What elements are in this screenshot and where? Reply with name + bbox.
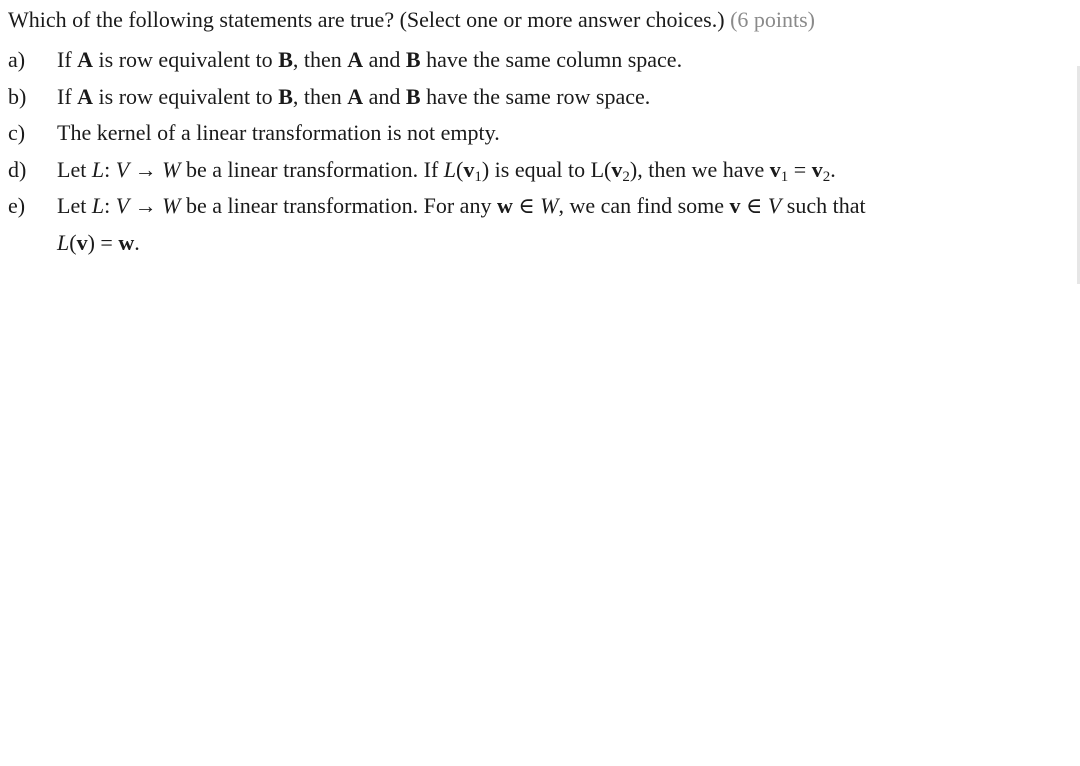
- math-subscript: 2: [622, 168, 630, 185]
- math-bold-symbol: B: [278, 47, 293, 72]
- math-bold-symbol: B: [405, 83, 421, 109]
- math-italic-symbol: W: [162, 193, 181, 218]
- statement-line: [57, 42, 682, 79]
- statement-text: :: [104, 156, 116, 182]
- math-bold-symbol: v: [611, 156, 623, 182]
- answer-choice-a[interactable]: [8, 42, 1068, 79]
- statement-line: [57, 188, 866, 225]
- math-bold-symbol: B: [278, 83, 293, 109]
- answer-choice-e[interactable]: [8, 188, 1068, 261]
- statement-text: →: [129, 156, 163, 182]
- math-bold-symbol: v: [76, 229, 88, 255]
- statement-text: If: [57, 83, 78, 109]
- statement-text: ∈: [740, 193, 768, 218]
- choice-letter: b): [8, 83, 27, 109]
- choice-statement: [57, 188, 866, 261]
- statement-text: , then: [292, 83, 348, 109]
- statement-text: is row equivalent to: [93, 83, 279, 109]
- statement-text: :: [104, 193, 116, 218]
- math-bold-symbol: v: [811, 156, 823, 182]
- math-bold-symbol: w: [118, 229, 135, 255]
- question-points: (6 points): [730, 7, 816, 32]
- statement-text: have the same row space.: [420, 83, 651, 109]
- math-subscript: 2: [822, 168, 831, 185]
- statement-text: be a linear transformation. If: [180, 156, 444, 182]
- statement-text: and: [363, 83, 406, 109]
- statement-text: ), then we have: [629, 156, 770, 182]
- math-bold-symbol: v: [769, 156, 781, 182]
- math-bold-symbol: v: [729, 193, 741, 218]
- choice-statement: [57, 115, 500, 152]
- choice-statement: [57, 42, 682, 79]
- math-subscript: 1: [780, 168, 789, 185]
- statement-text: is equal to L(: [489, 156, 612, 182]
- question-prompt: [8, 6, 815, 34]
- statement-text: Let: [57, 156, 92, 182]
- question-text: Which of the following statements are true? (Select one or more answer choices.): [8, 7, 725, 32]
- math-italic-symbol: V: [115, 156, 130, 182]
- answer-choice-c[interactable]: [8, 115, 1068, 152]
- math-italic-symbol: L: [91, 156, 105, 182]
- statement-text: be a linear transformation. For any: [180, 193, 497, 218]
- statement-text: The kernel of a linear transformation is not empty.: [57, 120, 500, 145]
- math-italic-symbol: L: [443, 156, 457, 182]
- math-bold-symbol: v: [463, 156, 475, 182]
- math-bold-symbol: A: [347, 47, 364, 72]
- choice-letter: c): [8, 120, 26, 145]
- math-bold-symbol: A: [77, 47, 94, 72]
- answer-choices: [8, 42, 1068, 261]
- choice-statement: [57, 79, 650, 116]
- statement-text: (: [456, 156, 464, 182]
- math-bold-symbol: w: [496, 193, 513, 218]
- math-bold-symbol: A: [347, 83, 364, 109]
- statement-text: If: [57, 47, 78, 72]
- statement-line: [57, 115, 500, 152]
- math-subscript: 1: [474, 168, 482, 185]
- statement-text: ): [481, 156, 490, 182]
- statement-text: have the same column space.: [420, 47, 683, 72]
- math-italic-symbol: W: [162, 156, 181, 182]
- statement-text: , we can find some: [558, 193, 730, 218]
- statement-text: =: [788, 156, 812, 182]
- statement-text: .: [134, 229, 140, 255]
- choice-letter: e): [8, 193, 26, 218]
- math-bold-symbol: A: [77, 83, 94, 109]
- choice-statement: [57, 152, 836, 189]
- choice-letter: a): [8, 47, 26, 72]
- choice-letter: d): [8, 156, 27, 182]
- statement-text: such that: [781, 193, 866, 218]
- statement-text: ∈: [512, 193, 541, 218]
- statement-line: [57, 79, 650, 116]
- statement-text: Let: [57, 193, 92, 218]
- math-italic-symbol: V: [767, 193, 782, 218]
- statement-text: and: [363, 47, 406, 72]
- statement-text: , then: [292, 47, 348, 72]
- answer-choice-d[interactable]: [8, 152, 1068, 189]
- statement-text: .: [830, 156, 836, 182]
- statement-text: ) =: [87, 229, 119, 255]
- math-italic-symbol: W: [540, 193, 559, 218]
- statement-text: (: [69, 229, 77, 255]
- math-italic-symbol: V: [115, 193, 130, 218]
- statement-text: →: [129, 193, 163, 218]
- statement-line: [57, 225, 866, 262]
- answer-choice-b[interactable]: [8, 79, 1068, 116]
- math-bold-symbol: B: [405, 47, 421, 72]
- math-italic-symbol: L: [91, 193, 105, 218]
- statement-text: is row equivalent to: [93, 47, 279, 72]
- statement-line: [57, 152, 836, 189]
- math-italic-symbol: L: [57, 229, 70, 255]
